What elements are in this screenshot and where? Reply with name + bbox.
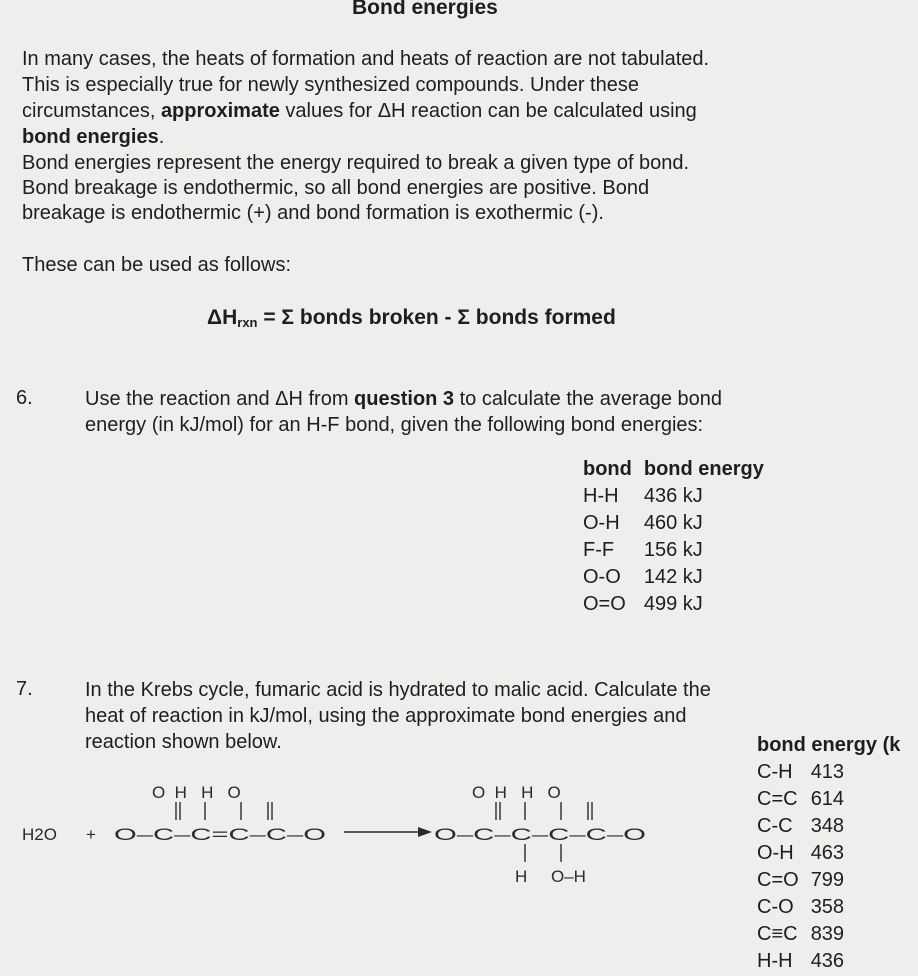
energy-cell: 142 kJ — [643, 566, 703, 588]
reaction-arrow-head — [418, 827, 432, 837]
energy-cell: 499 kJ — [643, 593, 703, 615]
reaction-diagram — [0, 778, 740, 898]
intro-line: In many cases, the heats of formation and heats of reaction are not tabulated. — [22, 48, 710, 70]
energy-cell: 799 — [810, 869, 845, 891]
energy-cell: 348 — [810, 815, 845, 837]
plus-sign: + — [86, 825, 96, 844]
table-header-row — [583, 456, 776, 483]
question-6-line — [85, 386, 722, 412]
reactant-chain: O–C–C=C–C–O — [114, 825, 326, 844]
table-row — [757, 894, 856, 921]
table-row — [757, 840, 856, 867]
question-7-number: 7. — [16, 678, 33, 700]
table-row — [757, 921, 856, 948]
table-row — [757, 867, 856, 894]
bond-cell: O-O — [583, 566, 621, 588]
intro-line: breakage is endothermic (+) and bond formation is exothermic (-). — [22, 202, 604, 224]
product-bottom-h: H — [515, 867, 528, 886]
page-title: Bond energies — [352, 0, 498, 19]
reactant-top-atoms: O H H O — [152, 783, 241, 802]
energy-cell: 436 kJ — [643, 485, 703, 507]
intro-text: . — [158, 126, 165, 148]
q6-text: to calculate the average bond — [454, 388, 723, 410]
bond-energy-table-q6 — [583, 456, 776, 618]
question-7-line: reaction shown below. — [85, 731, 282, 753]
equation-delta-h: ΔH — [207, 306, 238, 329]
energy-cell: 614 — [810, 788, 845, 810]
intro-line: This is especially true for newly synthesized compounds. Under these — [22, 74, 639, 96]
table-row — [757, 813, 856, 840]
bond-cell: H-H — [583, 485, 619, 507]
intro-line — [22, 124, 164, 150]
bond-cell: C=O — [757, 869, 799, 891]
bond-cell: C=C — [757, 788, 798, 810]
bond-cell: C≡C — [757, 923, 798, 945]
bond-cell: O-H — [757, 842, 794, 864]
usage-line: These can be used as follows: — [22, 254, 292, 276]
question-7-line: In the Krebs cycle, fumaric acid is hydrated to malic acid. Calculate the — [85, 679, 711, 701]
intro-bold: approximate — [160, 100, 280, 122]
delta-h-equation — [207, 306, 616, 330]
product-chain: O–C–C–C–C–O — [434, 825, 646, 844]
bond-cell: C-O — [757, 896, 794, 918]
bond-cell: C-H — [757, 761, 793, 783]
energy-cell: 463 — [810, 842, 845, 864]
intro-text: values for ΔH reaction can be calculated using — [279, 100, 697, 122]
intro-line: Bond energies represent the energy required to break a given type of bond. — [22, 152, 690, 174]
energy-cell: 413 — [810, 761, 845, 783]
intro-line: Bond breakage is endothermic, so all bond energies are positive. Bond — [22, 177, 650, 199]
table-row — [757, 948, 856, 975]
q6-text: Use the reaction and ΔH from — [85, 388, 355, 410]
question-6-number: 6. — [16, 387, 33, 409]
table-row — [583, 483, 776, 510]
table-row — [583, 510, 776, 537]
question-7-line: heat of reaction in kJ/mol, using the approximate bond energies and — [85, 705, 687, 727]
equation-subscript: rxn — [237, 315, 258, 330]
bond-energy-table-q7 — [757, 759, 856, 975]
table-row — [757, 786, 856, 813]
column-header: bond energy — [643, 458, 764, 480]
table-row — [583, 564, 776, 591]
column-header: bond — [583, 458, 632, 480]
equation-rest: = Σ bonds broken - Σ bonds formed — [257, 306, 616, 329]
bond-cell: O-H — [583, 512, 620, 534]
bond-cell: H-H — [757, 950, 793, 972]
q6-bold: question 3 — [354, 388, 455, 410]
bond-cell: O=O — [583, 593, 626, 615]
product-bottom-oh: O–H — [551, 867, 586, 886]
energy-cell: 460 kJ — [643, 512, 703, 534]
intro-line — [22, 98, 697, 124]
energy-cell: 358 — [810, 896, 845, 918]
bond-energy-table-q7-header: bond energy (k — [757, 734, 901, 756]
table-row — [583, 591, 776, 618]
water-label: H2O — [22, 825, 57, 844]
product-top-atoms: O H H O — [472, 783, 561, 802]
table-row — [757, 759, 856, 786]
energy-cell: 839 — [810, 923, 845, 945]
intro-text: circumstances, — [22, 100, 161, 122]
energy-cell: 156 kJ — [643, 539, 703, 561]
question-6-line: energy (in kJ/mol) for an H-F bond, given the following bond energies: — [85, 414, 704, 436]
bond-cell: F-F — [583, 539, 615, 561]
energy-cell: 436 — [810, 950, 845, 972]
intro-bold: bond energies — [22, 126, 159, 148]
bond-cell: C-C — [757, 815, 793, 837]
table-row — [583, 537, 776, 564]
